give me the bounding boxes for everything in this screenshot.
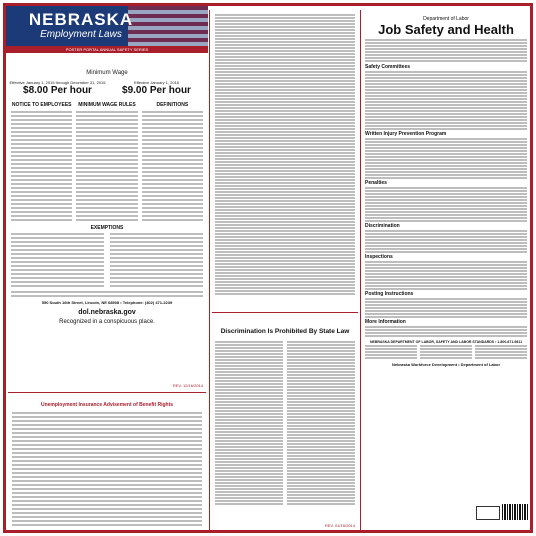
barcode <box>502 504 528 520</box>
exemptions-left <box>11 233 104 287</box>
discrimination-revision: REV. 01/15/2014 <box>324 523 355 528</box>
minimum-wage-title: Minimum Wage <box>86 70 128 76</box>
poster <box>3 3 533 533</box>
safety-discrimination-text <box>362 229 530 254</box>
middle-text-body <box>212 10 358 299</box>
column-divider-1 <box>209 10 210 530</box>
wage-effective-2015: Effective January 1, 2015 through December 31, 2015 <box>9 80 106 85</box>
safety-committees-heading: Safety Committees <box>365 64 411 70</box>
discrimination-left-text <box>215 341 283 505</box>
definitions-text <box>142 111 203 221</box>
discrimination-heading: Discrimination <box>365 223 400 229</box>
header-banner <box>6 6 208 46</box>
header-subtitle: Employment Laws <box>40 29 122 40</box>
posting-instructions-heading: Posting Instructions <box>365 291 414 297</box>
safety-committees-text <box>362 70 530 131</box>
more-information-text <box>362 325 530 338</box>
discrimination-title: Discrimination Is Prohibited By State Law <box>220 328 350 335</box>
contact-address: 550 South 16th Street, Lincoln, NE 68508 • Telephone: (402) 471-2239 <box>41 300 173 305</box>
penalties-heading: Penalties <box>365 180 387 186</box>
minimum-wage-panel <box>8 56 206 390</box>
posting-instruction: Recognized in a conspicuous place. <box>59 319 155 325</box>
definitions-heading: DEFINITIONS <box>156 102 189 108</box>
divider-middle <box>212 312 358 313</box>
discrimination-right-text <box>287 341 355 505</box>
workforce-line: Nebraska Workforce Development • Department of Labor <box>391 362 501 367</box>
posting-instructions-text <box>362 297 530 319</box>
wage-effective-2016: Effective January 1, 2016 <box>133 80 180 85</box>
wage-amount-2016: $9.00 Per hour <box>122 85 191 96</box>
office-col-1 <box>365 345 417 359</box>
exemptions-right <box>110 233 203 287</box>
discrimination-panel <box>212 316 358 530</box>
safety-intro <box>362 37 530 64</box>
injury-prevention-text <box>362 137 530 180</box>
divider-left-bottom <box>8 392 206 393</box>
notice-text <box>11 111 72 221</box>
safety-dept: Department of Labor <box>423 16 469 22</box>
more-information-heading: More Information <box>365 319 406 325</box>
office-col-2 <box>420 345 472 359</box>
wage-amount-2015: $8.00 Per hour <box>23 85 92 96</box>
injury-prevention-heading: Written Injury Prevention Program <box>365 131 447 137</box>
office-col-3 <box>475 345 527 359</box>
minimum-wage-rules-heading: MINIMUM WAGE RULES <box>78 102 136 108</box>
header-strip-text: POSTER PORTAL ANNUAL SAFETY SERIES <box>65 47 149 52</box>
column-divider-2 <box>360 10 361 530</box>
header-strip <box>6 46 208 53</box>
notice-to-employees-heading: NOTICE TO EMPLOYEES <box>11 102 72 108</box>
exemptions-heading: EXEMPTIONS <box>90 225 124 231</box>
middle-text-panel <box>212 10 358 310</box>
inspections-text <box>362 260 530 291</box>
safety-panel <box>362 10 530 530</box>
unemployment-text <box>8 412 206 526</box>
safety-title: Job Safety and Health <box>378 22 514 37</box>
inspections-heading: Inspections <box>365 254 393 260</box>
website-link: dol.nebraska.gov <box>78 309 136 316</box>
safety-address-title: NEBRASKA DEPARTMENT OF LABOR, SAFETY AND LABOR STANDARDS • 1-800-671-9811 <box>369 340 523 344</box>
contact-text <box>8 291 206 297</box>
unemployment-panel <box>8 396 206 530</box>
state-title: NEBRASKA <box>28 10 134 29</box>
min-wage-revision: REV. 12/16/2014 <box>172 383 203 388</box>
publisher-logo <box>476 506 500 520</box>
penalties-text <box>362 186 530 223</box>
unemployment-title: Unemployment Insurance Advisement of Benefit Rights <box>40 402 174 408</box>
rules-text <box>76 111 137 221</box>
